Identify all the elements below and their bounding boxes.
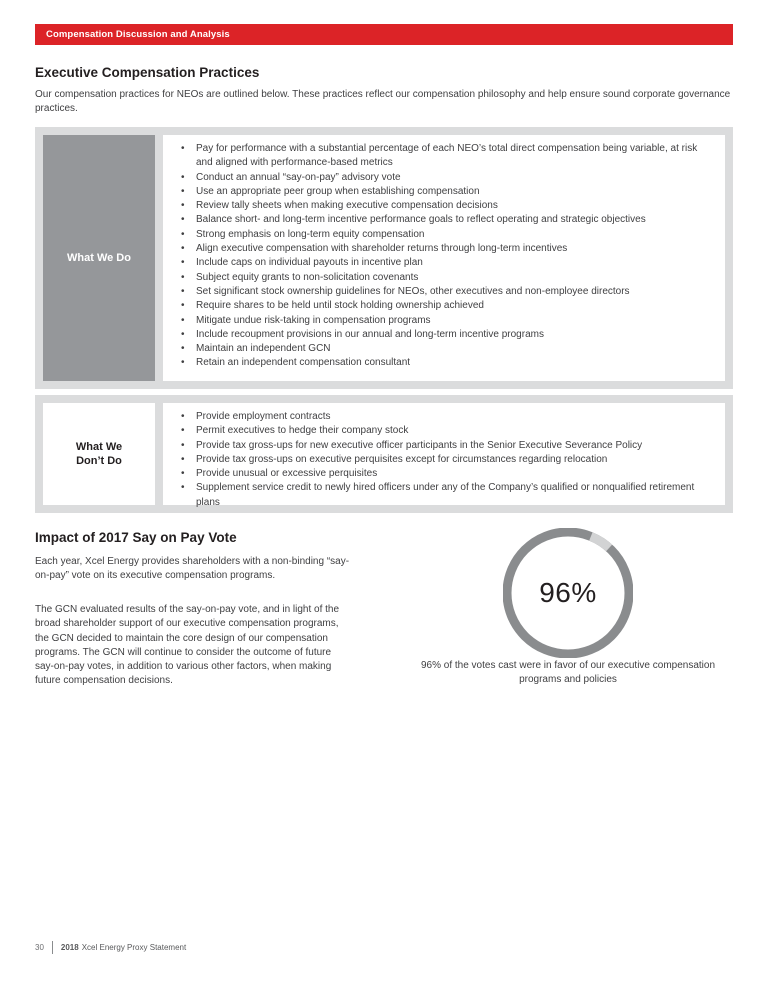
bullet-item: • Permit executives to hedge their company stock [196,424,709,438]
bullet-item: • Strong emphasis on long-term equity compensation [196,228,709,242]
what-we-dont-do-section [35,395,733,513]
what-we-dont-do-label [43,403,155,505]
bullet-item: • Supplement service credit to newly hired officers under any of the Company’s qualified or nonqualified retirement plans [196,481,709,510]
bullet-item: • Include caps on individual payouts in incentive plan [196,256,709,270]
what-we-dont-do-panel [163,403,725,508]
bullet-item: • Set significant stock ownership guidelines for NEOs, other executives and non-employee directors [196,285,709,299]
footer-document-title: Xcel Energy Proxy Statement [81,943,187,952]
bullet-item: • Pay for performance with a substantial percentage of each NEO’s total direct compensation being variable, at risk and aligned with performance-based metrics [196,142,709,171]
footer-year: 2018 [60,943,79,952]
what-we-do-section [35,127,733,389]
bullet-item: • Balance short- and long-term incentive performance goals to reflect operating and strategic objectives [196,213,709,227]
what-we-dont-do-label-line2: Don’t Do [76,455,122,467]
section-header-bar [35,24,733,45]
page-title: Executive Compensation Practices [35,65,260,80]
bullet-item: • Maintain an independent GCN [196,342,709,356]
what-we-dont-do-list [163,407,709,510]
bullet-item: • Include recoupment provisions in our annual and long-term incentive programs [196,328,709,342]
bullet-item: • Review tally sheets when making executive compensation decisions [196,199,709,213]
what-we-dont-do-label-line1: What We [75,441,123,453]
bullet-item: • Provide tax gross-ups on executive perquisites except for circumstances regarding relocation [196,453,709,467]
bullet-item: • Align executive compensation with shareholder returns through long-term incentives [196,242,709,256]
say-on-pay-heading: Impact of 2017 Say on Pay Vote [35,530,237,545]
bullet-item: • Conduct an annual “say-on-pay” advisory vote [196,171,709,185]
donut-center-value: 96% [539,577,597,608]
bullet-item: • Use an appropriate peer group when establishing compensation [196,185,709,199]
section-header-label: Compensation Discussion and Analysis [46,29,230,40]
bullet-item: • Mitigate undue risk-taking in compensation programs [196,314,709,328]
say-on-pay-paragraph-2: The GCN evaluated results of the say-on-pay vote, and in light of the broad shareholder support of our executive compensation programs, the GCN decided to maintain the core design of our compensation programs. The GCN will continue to consider the outcome of future say-on-pay votes, in addition to various other factors, when making future compensation decisions. [35,604,340,687]
what-we-do-list [163,139,709,371]
page-number: 30 [35,943,44,952]
bullet-item: • Provide tax gross-ups for new executive officer participants in the Senior Executive Severance Policy [196,439,709,453]
bullet-item: • Retain an independent compensation consultant [196,356,709,370]
bullet-item: • Provide employment contracts [196,410,709,424]
footer-divider [52,941,53,954]
what-we-do-label: What We Do [43,135,155,381]
what-we-do-panel [163,135,725,381]
page-footer [35,941,186,954]
bullet-item: • Provide unusual or excessive perquisites [196,467,709,481]
intro-paragraph: Our compensation practices for NEOs are outlined below. These practices reflect our compensation philosophy and help ensure sound corporate governance practices. [35,89,731,114]
bullet-item: • Require shares to be held until stock holding ownership achieved [196,299,709,313]
say-on-pay-donut-chart [503,528,633,658]
say-on-pay-paragraph-1: Each year, Xcel Energy provides shareholders with a non-binding “say-on-pay” vote on its executive compensation programs. [35,556,350,582]
donut-caption: 96% of the votes cast were in favor of our executive compensation programs and policies [420,660,716,685]
bullet-item: • Subject equity grants to non-solicitation covenants [196,271,709,285]
